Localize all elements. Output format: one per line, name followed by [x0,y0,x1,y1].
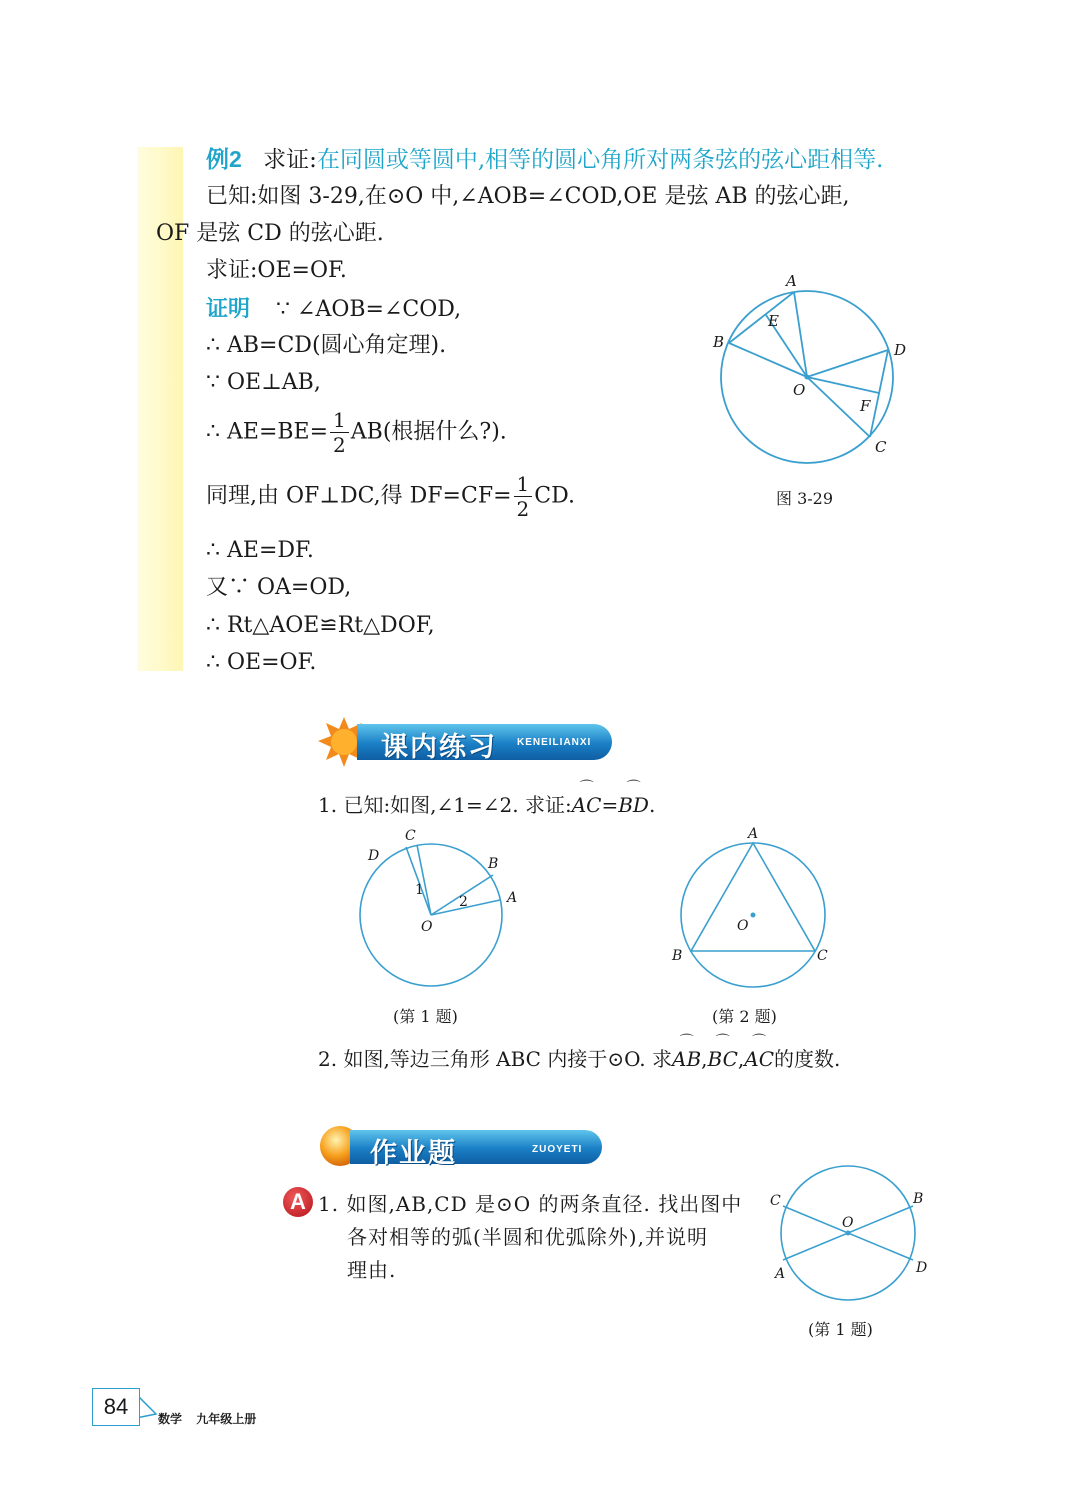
label-a: A [507,890,518,906]
label-a: A [786,272,797,290]
angle-1-label: 1 [415,882,424,898]
footer-grade: 九年级上册 [196,1412,257,1426]
center-point [751,913,756,918]
segment-od [807,350,888,377]
fraction-half [330,410,349,455]
practice-q2-end: 的度数. [774,1047,841,1071]
example-prompt: 求证: [263,147,317,173]
segment-oa [794,292,807,377]
label-b: B [488,856,499,872]
proof-step-text: ∵ ∠AOB=∠COD, [276,297,462,322]
homework-q1-line-2: 各对相等的弧(半圆和优弧除外),并说明 [347,1225,708,1249]
homework-subtitle: ZUOYETI [532,1144,583,1155]
homework-fig-caption: (第 1 题) [808,1320,873,1339]
label-a: A [748,826,759,842]
practice-banner [357,724,612,763]
figure-3-29 [700,265,930,480]
example-heading [206,148,883,172]
level-a-badge: A [283,1187,313,1217]
proof-step-5 [206,474,575,519]
comma: , [701,1047,708,1071]
proof-label: 证明 [206,296,251,321]
to-prove: 求证:OE=OF. [206,258,347,283]
homework-title: 作业题 [370,1138,457,1169]
label-c: C [875,438,887,456]
proof-step-1 [206,298,461,321]
practice-q1-text: 1. 已知:如图,∠1=∠2. 求证: [318,793,572,817]
arc-bc: ⌒ BC [708,1049,738,1069]
practice-q2 [318,1049,840,1069]
arc-ac: ⌒ AC [572,795,602,815]
proof-step-4b: AB(根据什么?). [350,419,507,445]
fraction-den: 2 [516,497,530,521]
homework-figure-1 [765,1160,935,1310]
proof-step-3: ∵ OE⊥AB, [206,370,321,395]
practice-subtitle: KENEILIANXI [517,737,592,748]
practice-fig1-caption: (第 1 题) [393,1007,458,1026]
label-o: O [737,918,749,934]
period: . [648,793,656,817]
equals-sign: = [601,793,619,817]
chord-ab [729,292,794,343]
proof-step-4a: ∴ AE=BE= [206,419,329,445]
label-d: D [916,1260,928,1276]
label-f: F [860,397,871,415]
label-d: D [368,848,380,864]
fraction-half-2 [514,474,533,519]
arc-ab: ⌒ AB [672,1049,701,1069]
practice-title: 课内练习 [381,732,497,763]
proof-step-6: ∴ AE=DF. [206,538,314,563]
homework-q1-line-3: 理由. [347,1258,397,1282]
proof-step-4 [206,410,507,455]
ray-od [406,847,431,915]
label-o: O [793,381,806,399]
proof-step-5a: 同理,由 OF⊥DC,得 DF=CF= [206,483,512,509]
label-c: C [770,1193,781,1209]
fraction-num: 1 [330,410,349,433]
footer-book-info [158,1410,256,1427]
fraction-den: 2 [333,433,346,457]
center-point [805,375,810,380]
homework-q1-line-1: 1. 如图,AB,CD 是⊙O 的两条直径. 找出图中 [318,1192,743,1216]
label-c: C [405,828,416,844]
footer-book: 数学 [158,1412,183,1426]
figure-3-29-caption: 图 3-29 [776,489,834,508]
label-e: E [768,312,779,330]
given-line-2: OF 是弦 CD 的弦心距. [156,221,384,246]
practice-fig2-caption: (第 2 题) [712,1007,777,1026]
ray-oc [417,845,431,915]
label-b: B [672,948,683,964]
practice-q1 [318,795,655,815]
example-statement: 在同圆或等圆中,相等的圆心角所对两条弦的弦心距相等. [316,147,884,173]
triangle-abc [691,843,815,951]
label-o: O [842,1215,854,1231]
practice-figure-1 [355,822,535,992]
arc-bd: ⌒ BD [618,795,649,815]
page-number: 84 [92,1388,140,1426]
proof-step-7: 又∵ OA=OD, [206,575,352,600]
arc-ac: ⌒ AC [744,1049,774,1069]
label-o: O [421,919,433,935]
comma: , [737,1047,745,1071]
practice-figure-2 [665,822,845,992]
homework-banner [350,1130,602,1169]
label-d: D [894,341,907,359]
segment-of [807,377,879,393]
angle-2-label: 2 [459,894,468,910]
proof-step-9: ∴ OE=OF. [206,650,317,675]
center-point [846,1231,851,1236]
proof-step-5b: CD. [534,483,575,509]
proof-step-8: ∴ Rt△AOE≌Rt△DOF, [206,613,435,638]
label-b: B [913,1191,924,1207]
fraction-num: 1 [514,474,533,497]
label-c: C [817,948,828,964]
label-a: A [775,1266,786,1282]
example-label: 例2 [206,146,242,172]
given-line-1: 已知:如图 3-29,在⊙O 中,∠AOB=∠COD,OE 是弦 AB 的弦心距, [206,184,850,209]
practice-q2-text: 2. 如图,等边三角形 ABC 内接于⊙O. 求 [318,1047,673,1071]
label-b: B [713,333,725,351]
proof-step-2: ∴ AB=CD(圆心角定理). [206,333,447,358]
